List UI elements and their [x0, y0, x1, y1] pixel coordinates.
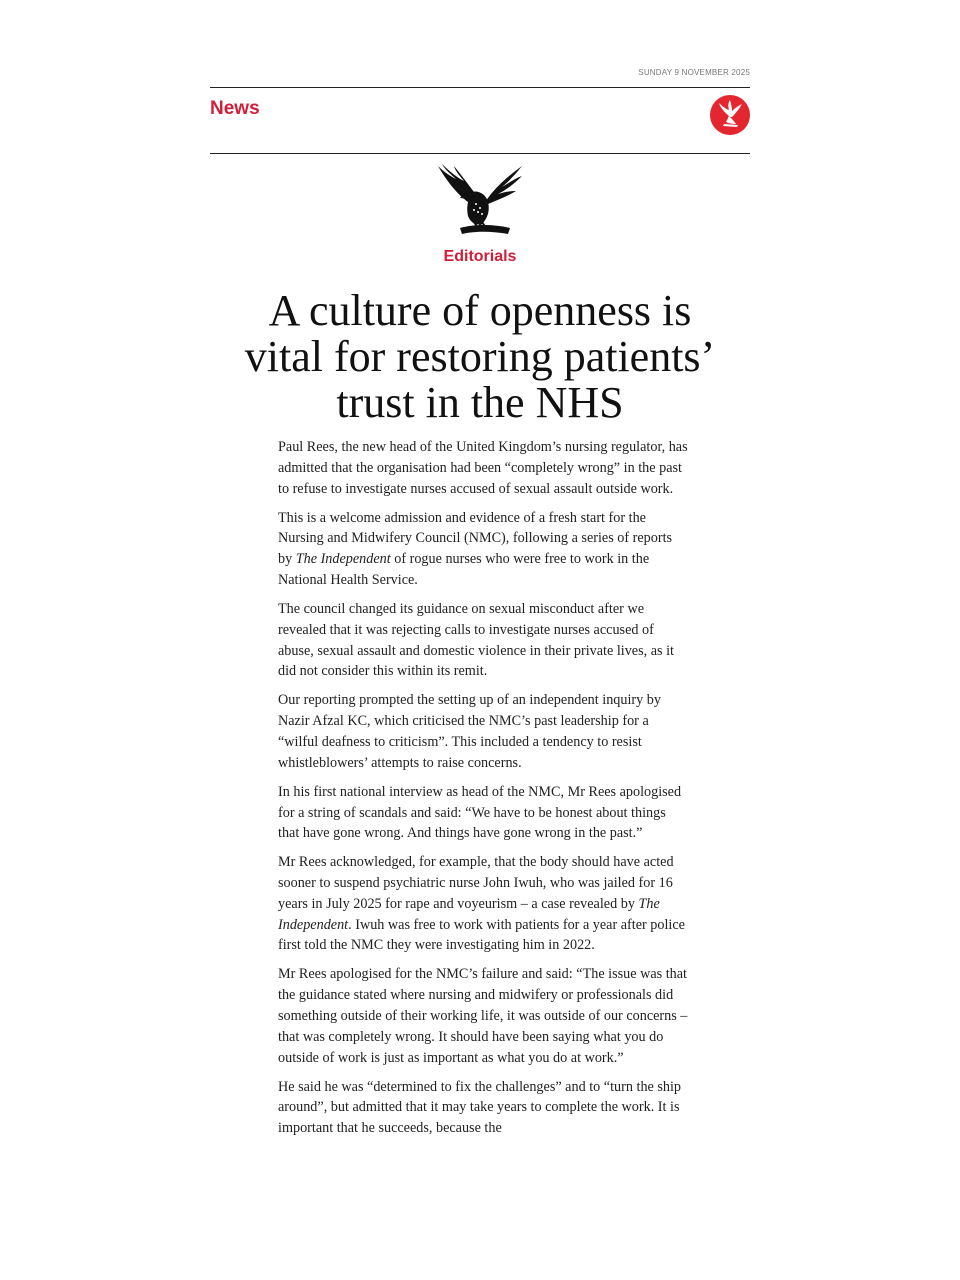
article-paragraph [278, 964, 688, 1068]
eagle-icon [710, 95, 750, 135]
paragraph-text: In his first national interview as head of the NMC, Mr Rees apologised for a string of scandals and said: “We have to be honest about things that have gone wrong. And things have gone wrong in the past.” [278, 783, 682, 842]
publication-name: The Independent [295, 551, 391, 568]
header-bottom-rule [210, 153, 750, 154]
paragraph-text: Mr Rees apologised for the NMC’s failure and said: “The issue was that the guidance stated where nursing and midwifery or professionals did something outside of their working life, it was outside of our concerns – that was completely wrong. It should have been saying what you do outside of work is just as important as what you do at work.” [278, 966, 688, 1066]
eagle-icon [434, 162, 526, 242]
headline-line: trust in the NHS [336, 378, 624, 427]
header-top-rule [210, 87, 750, 88]
headline-line: vital for restoring patients’ [244, 332, 716, 381]
masthead-eagle-logo [434, 162, 526, 242]
article-paragraph [278, 1077, 688, 1139]
article-paragraph [278, 690, 688, 773]
article-paragraph [278, 437, 688, 499]
paragraph-text: This is a welcome admission and evidence of a fresh start for the Nursing and Midwifery Council (NMC), following a series of reports by [278, 509, 673, 568]
brand-badge[interactable] [710, 95, 750, 135]
paragraph-text: Our reporting prompted the setting up of an independent inquiry by Nazir Afzal KC, which criticised the NMC’s past leadership for a “wilful deafness to criticism”. This included a tendency to resist whistleblowers’ attempts to raise concerns. [278, 692, 661, 771]
paragraph-text: of rogue nurses who were free to work in the National Health Service. [278, 551, 650, 588]
publication-name: The Independent [278, 895, 660, 933]
headline-line: A culture of openness is [268, 286, 692, 335]
article-kicker[interactable]: Editorials [443, 248, 517, 265]
article-paragraph [278, 508, 688, 591]
section-label[interactable]: News [210, 98, 260, 119]
paragraph-text: Paul Rees, the new head of the United Kingdom’s nursing regulator, has admitted that the organisation had been “completely wrong” in the past to refuse to investigate nurses accused of sexual assault outside work. [278, 439, 688, 497]
article-paragraph [278, 599, 688, 682]
article-body [278, 437, 688, 1147]
publication-date: SUNDAY 9 NOVEMBER 2025 [638, 68, 750, 77]
article-headline [200, 288, 760, 426]
article-paragraph [278, 852, 688, 956]
paragraph-text: The council changed its guidance on sexual misconduct after we revealed that it was rejecting calls to investigate nurses accused of abuse, sexual assault and domestic violence in their private lives, as it did not consider this within its remit. [278, 600, 674, 680]
paragraph-text: . Iwuh was free to work with patients for a year after police first told the NMC they were investigating him in 2022. [278, 916, 685, 954]
paragraph-text: He said he was “determined to fix the challenges” and to “turn the ship around”, but admitted that it may take years to complete the work. It is important that he succeeds, because the [278, 1078, 682, 1137]
paragraph-text: Mr Rees acknowledged, for example, that the body should have acted sooner to suspend psychiatric nurse John Iwuh, who was jailed for 16 years in July 2025 for rape and voyeurism – a case revealed by [278, 854, 674, 912]
article-paragraph [278, 782, 688, 844]
